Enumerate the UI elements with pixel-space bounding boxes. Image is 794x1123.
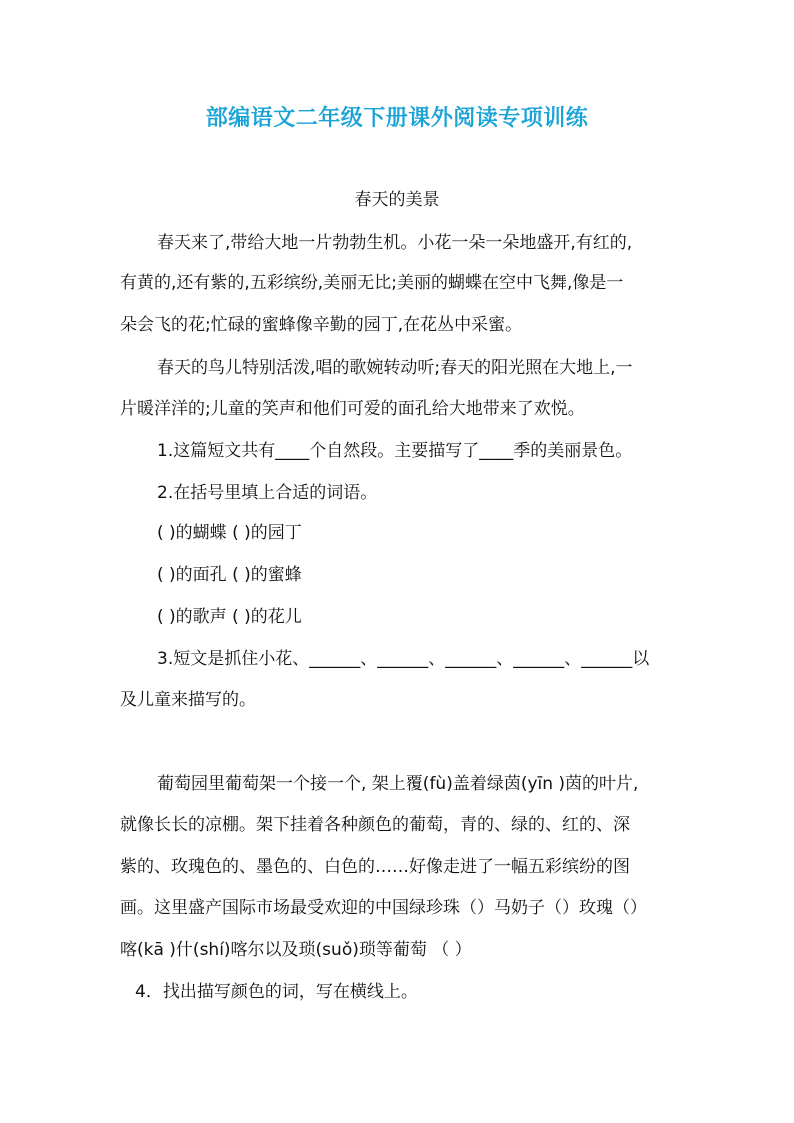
passage2-line-4: 画。这里盛产国际市场最受欢迎的中国绿珍珠（）马奶子（）玫瑰（）	[120, 898, 647, 918]
q2-row-3: ( )的歌声 ( )的花儿	[157, 607, 302, 627]
q2-row-2: ( )的面孔 ( )的蜜蜂	[157, 565, 302, 585]
passage1-line-5: 片暖洋洋的;儿童的笑声和他们可爱的面孔给大地带来了欢悦。	[120, 399, 585, 419]
question-4: 4．找出描写颜色的词，写在横线上。	[135, 982, 418, 1002]
passage2-line-2: 就像长长的凉棚。架下挂着各种颜色的葡萄，青的、绿的、红的、深	[120, 815, 630, 835]
question-1: 1.这篇短文共有____个自然段。主要描写了____季的美丽景色。	[157, 441, 633, 461]
passage2-line-1: 葡萄园里葡萄架一个接一个, 架上覆(fù)盖着绿茵(yīn )茵的叶片,	[157, 774, 639, 794]
question-3-line-1: 3.短文是抓住小花、______、______、______、______、______以	[157, 649, 650, 669]
passage1-line-2: 有黄的,还有紫的,五彩缤纷,美丽无比;美丽的蝴蝶在空中飞舞,像是一	[120, 273, 624, 293]
passage2-line-3: 紫的、玫瑰色的、墨色的、白色的……好像走进了一幅五彩缤纷的图	[120, 857, 630, 877]
passage2-line-5: 喀(kā )什(shí)喀尔以及琐(suǒ)琐等葡萄 （ ）	[120, 940, 472, 960]
passage1-line-1: 春天来了,带给大地一片勃勃生机。小花一朵一朵地盛开,有红的,	[157, 233, 633, 253]
q2-row-1: ( )的蝴蝶 ( )的园丁	[157, 523, 302, 543]
question-3-line-2: 及儿童来描写的。	[120, 690, 256, 710]
passage1-line-4: 春天的鸟儿特别活泼,唱的歌婉转动听;春天的阳光照在大地上,一	[157, 358, 633, 378]
passage-heading: 春天的美景	[354, 190, 440, 210]
page-title: 部编语文二年级下册课外阅读专项训练	[205, 106, 589, 131]
passage1-line-3: 朵会飞的花;忙碌的蜜蜂像辛勤的园丁,在花丛中采蜜。	[120, 315, 523, 335]
question-2: 2.在括号里填上合适的词语。	[157, 483, 378, 503]
